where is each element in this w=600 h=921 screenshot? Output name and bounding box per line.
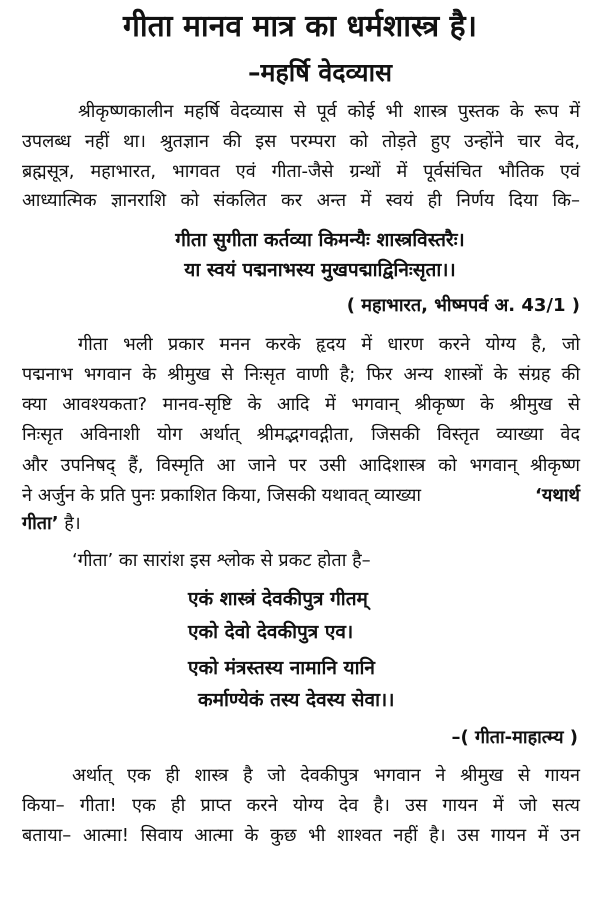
verse-line: या स्वयं पद्मनाभस्य मुखपद्माद्विनिःसृता।। (184, 259, 456, 281)
text-line (22, 512, 580, 536)
text-line: और उपनिषद् हैं, विस्मृति आ जाने पर उसी आदिशास्त्र को भगवान् श्रीकृष्ण (22, 455, 580, 476)
text-line: ब्रह्मसूत्र, महाभारत, भागवत एवं गीता-जैसे ग्रन्थों में पूर्वसंचित भौतिक एवं (22, 161, 580, 182)
verse-citation: –( गीता-माहात्म्य ) (451, 727, 578, 748)
verse-line: एकं शास्त्रं देवकीपुत्र गीतम् (188, 588, 368, 610)
text-line: निःसृत अविनाशी योग अर्थात् श्रीमद्भगवद्गीता, जिसकी विस्तृत व्याख्या वेद (22, 424, 580, 445)
page-subtitle: –महर्षि वेदव्यास (248, 58, 392, 87)
text-line: आध्यात्मिक ज्ञानराशि को संकलित कर अन्त में स्वयं ही निर्णय दिया कि– (22, 190, 580, 211)
text-line: बताया– आत्मा! सिवाय आत्मा के कुछ भी शाश्वत नहीं है। उस गायन में उन (22, 825, 580, 846)
text-line: क्या आवश्यकता? मानव-सृष्टि के आदि में भगवान् श्रीकृष्ण के श्रीमुख से (22, 394, 580, 415)
intro-line: ‘गीता’ का सारांश इस श्लोक से प्रकट होता है– (72, 550, 371, 571)
text-line: गीता भली प्रकार मनन करके हृदय में धारण करने योग्य है, जो (78, 334, 580, 355)
verse-line: एको मंत्रस्तस्य नामानि यानि (188, 657, 375, 679)
bold-term: ‘यथार्थ (535, 485, 580, 506)
text-line: श्रीकृष्णकालीन महर्षि वेदव्यास से पूर्व कोई भी शास्त्र पुस्तक के रूप में (78, 101, 580, 122)
text-line: पद्मनाभ भगवान के श्रीमुख से निःसृत वाणी है; फिर अन्य शास्त्रों के संग्रह की (22, 364, 580, 385)
text-segment: ने अर्जुन के प्रति पुनः प्रकाशित किया, जिसकी यथावत् व्याख्या (22, 485, 422, 506)
verse-line: गीता सुगीता कर्तव्या किमन्यैः शास्त्रविस्तरैः। (175, 229, 465, 251)
page-title: गीता मानव मात्र का धर्मशास्त्र है। (123, 9, 477, 44)
text-line (22, 484, 580, 508)
verse-line: एको देवो देवकीपुत्र एव। (188, 621, 354, 643)
text-line: किया– गीता! एक ही प्राप्त करने योग्य देव है। उस गायन में जो सत्य (22, 795, 580, 816)
verse-citation: ( महाभारत, भीष्मपर्व अ. 43/1 ) (346, 295, 580, 316)
text-segment: है। (58, 513, 81, 534)
verse-line: कर्माण्येकं तस्य देवस्य सेवा।। (198, 689, 395, 711)
text-line: अर्थात् एक ही शास्त्र है जो देवकीपुत्र भगवान ने श्रीमुख से गायन (72, 765, 580, 786)
bold-term: गीता’ (22, 513, 59, 534)
text-line: उपलब्ध नहीं था। श्रुतज्ञान की इस परम्परा को तोड़ते हुए उन्होंने चार वेद, (22, 131, 580, 152)
